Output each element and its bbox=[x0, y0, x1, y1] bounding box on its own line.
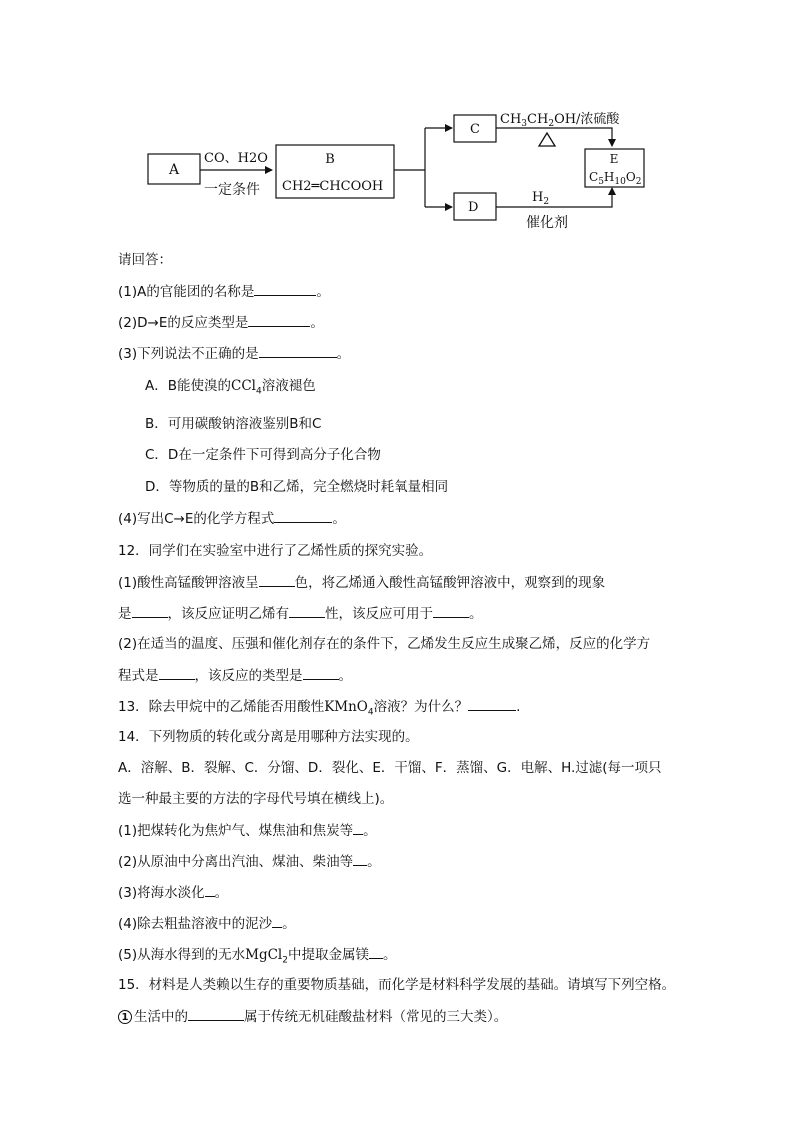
answer-blank[interactable] bbox=[159, 665, 195, 680]
answer-blank[interactable] bbox=[188, 1006, 244, 1021]
question-14-5: (5)从海水得到的无水MgCl$_2$中提取金属镁 。 bbox=[118, 944, 396, 971]
answer-blank[interactable] bbox=[289, 603, 325, 618]
answer-blank[interactable] bbox=[132, 603, 168, 618]
arrow-d-e-top: $H_2$ bbox=[532, 190, 550, 207]
option-d: D．等物质的量的B和乙烯，完全燃烧时耗氧量相同 bbox=[145, 479, 449, 495]
question-14: 14．下列物质的转化或分离是用哪种方法实现的。 bbox=[118, 729, 419, 745]
question-15: 15．材料是人类赖以生存的重要物质基础，而化学是材料科学发展的基础。请填写下列空格。 bbox=[118, 977, 676, 993]
arrow-c-e-top: $CH_3CH_2OH/$浓硫酸 bbox=[500, 112, 620, 129]
answer-blank[interactable] bbox=[353, 851, 367, 866]
question-12: 12．同学们在实验室中进行了乙烯性质的探究实验。 bbox=[118, 543, 433, 559]
answer-blank[interactable] bbox=[248, 312, 310, 327]
question-12-2-cont: 程式是 ，该反应的类型是 。 bbox=[118, 665, 352, 686]
answer-blank[interactable] bbox=[468, 696, 516, 711]
box-e-label: E bbox=[609, 152, 619, 166]
option-b: B．可用碳酸钠溶液鉴别B和C bbox=[145, 416, 322, 432]
answer-blank[interactable] bbox=[254, 281, 316, 296]
question-14-3: (3)将海水淡化 。 bbox=[118, 882, 228, 903]
answer-blank[interactable] bbox=[433, 603, 469, 618]
answer-blank[interactable] bbox=[272, 913, 282, 928]
option-c: C．D在一定条件下可得到高分子化合物 bbox=[145, 447, 381, 463]
question-14-options-cont: 选一种最主要的方法的字母代号填在横线上)。 bbox=[118, 791, 394, 807]
circled-number: 1 bbox=[118, 1010, 132, 1024]
question-14-options: A．溶解、B．裂解、C．分馏、D．裂化、E．干馏、F．蒸馏、G．电解、H.过滤(每一项只 bbox=[118, 760, 662, 776]
question-2: (2)D→E的反应类型是 。 bbox=[118, 312, 324, 333]
answer-blank[interactable] bbox=[259, 343, 337, 358]
question-13: 13．除去甲烷中的乙烯能否用酸性KMnO$_4$溶液？为什么？ . bbox=[118, 696, 520, 723]
arrow-a-b-bottom: 一定条件 bbox=[204, 182, 260, 198]
box-e-formula: $C_5H_{10}O_2$ bbox=[589, 170, 642, 187]
question-1: (1)A的官能团的名称是 。 bbox=[118, 281, 330, 302]
box-b-formula: CH2═CHCOOH bbox=[282, 179, 384, 194]
question-3: (3)下列说法不正确的是 。 bbox=[118, 343, 350, 364]
question-12-2: (2)在适当的温度、压强和催化剂存在的条件下，乙烯发生反应生成聚乙烯，反应的化学方 bbox=[118, 636, 651, 652]
box-b-label: B bbox=[325, 152, 335, 167]
answer-blank[interactable] bbox=[259, 572, 295, 587]
answer-blank[interactable] bbox=[205, 882, 215, 897]
question-14-1: (1)把煤转化为焦炉气、煤焦油和焦炭等 。 bbox=[118, 820, 377, 841]
question-14-2: (2)从原油中分离出汽油、煤油、柴油等 。 bbox=[118, 851, 381, 872]
reaction-diagram bbox=[0, 100, 794, 240]
box-a-label: A bbox=[168, 162, 180, 178]
question-12-1-cont: 是 ，该反应证明乙烯有 性，该反应可用于 。 bbox=[118, 603, 483, 624]
answer-blank[interactable] bbox=[303, 665, 339, 680]
arrow-d-e-bottom: 催化剂 bbox=[526, 215, 568, 231]
question-15-1: 1 生活中的 属于传统无机硅酸盐材料（常见的三大类）。 bbox=[118, 1006, 507, 1027]
prompt-line: 请回答： bbox=[118, 252, 172, 268]
arrow-a-b-top: CO、H2O bbox=[204, 151, 268, 166]
question-4: (4)写出C→E的化学方程式 。 bbox=[118, 508, 346, 529]
answer-blank[interactable] bbox=[369, 944, 383, 959]
answer-blank[interactable] bbox=[353, 820, 363, 835]
option-a: A．B能使溴的CCl$_4$溶液褪色 bbox=[145, 378, 316, 397]
question-14-4: (4)除去粗盐溶液中的泥沙 。 bbox=[118, 913, 296, 934]
question-12-1: (1)酸性高锰酸钾溶液呈 色，将乙烯通入酸性高锰酸钾溶液中，观察到的现象 bbox=[118, 572, 605, 593]
heat-triangle-icon bbox=[539, 133, 555, 146]
box-c-label: C bbox=[470, 122, 480, 137]
box-d-label: D bbox=[468, 200, 479, 215]
answer-blank[interactable] bbox=[274, 508, 332, 523]
arrow-d-e bbox=[496, 188, 612, 207]
